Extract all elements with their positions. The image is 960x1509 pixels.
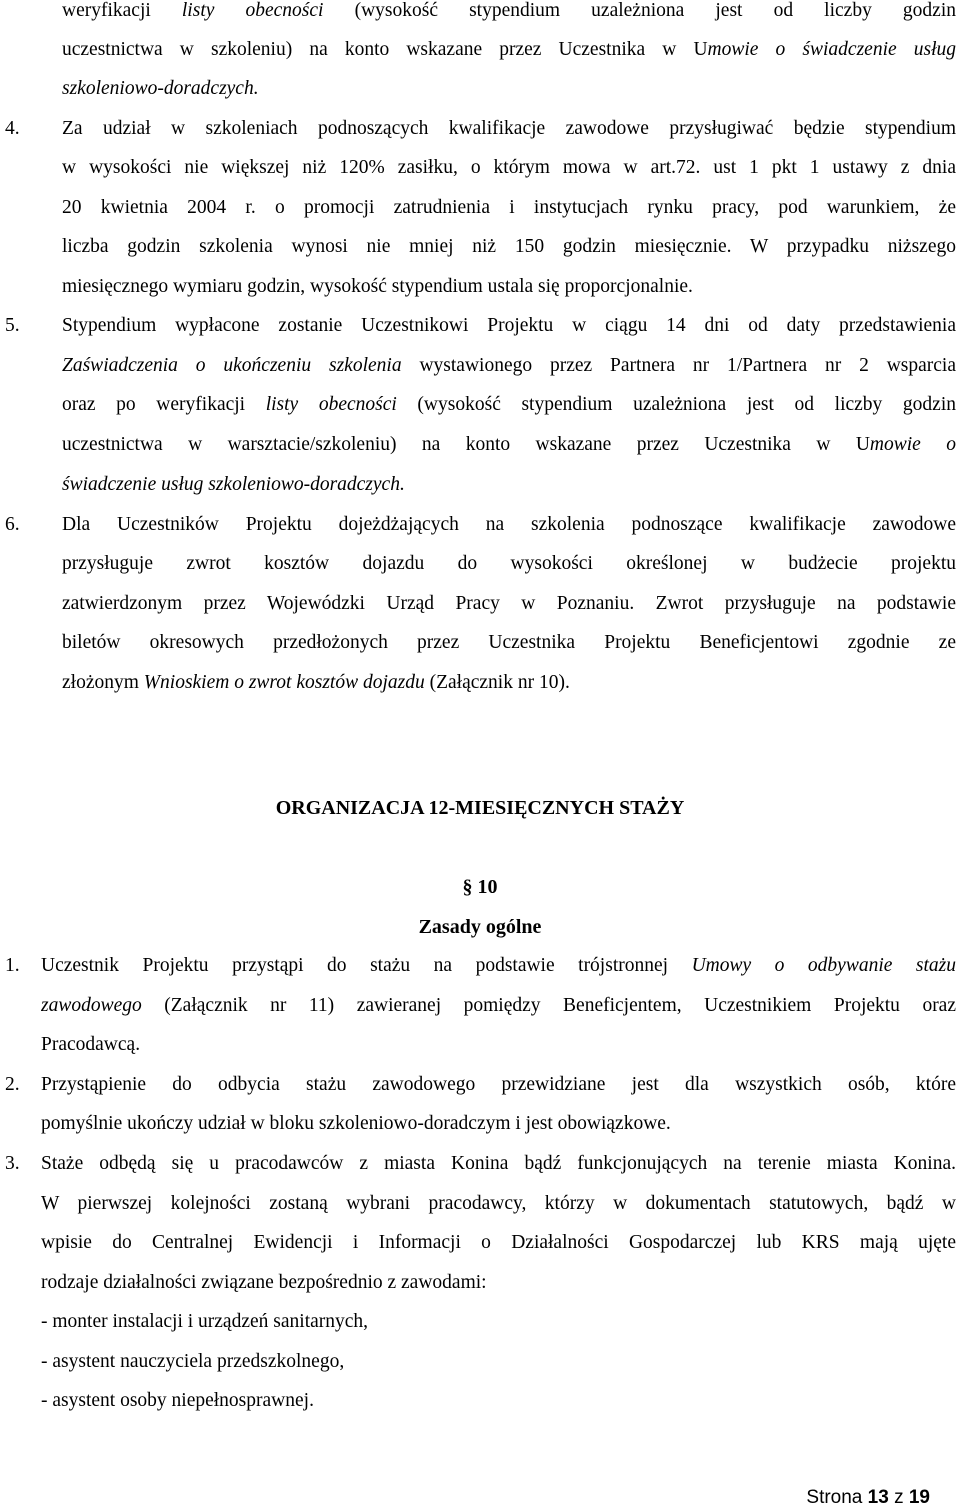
section-title: ORGANIZACJA 12-MIESIĘCZNYCH STAŻY: [275, 797, 685, 819]
list-number: 6.: [5, 514, 20, 535]
text-line: uczestnictwa w warsztacie/szkoleniu) na konto wskazane przez Uczestnika w Umowie o: [62, 434, 956, 455]
list-number: 1.: [5, 955, 20, 976]
subsection-title: Zasady ogólne: [418, 916, 542, 938]
text-line: pomyślnie ukończy udział w bloku szkoleniowo-doradczym i jest obowiązkowe.: [41, 1113, 671, 1134]
text-line: wpisie do Centralnej Ewidencji i Informacji o Działalności Gospodarczej lub KRS mają ujęte: [41, 1232, 956, 1253]
text-line: świadczenie usług szkoleniowo-doradczych.: [62, 474, 405, 495]
paragraph-number: § 10: [462, 876, 498, 898]
text-line: Stypendium wypłacone zostanie Uczestnikowi Projektu w ciągu 14 dni od daty przedstawienia: [62, 315, 956, 336]
text-line: rodzaje działalności związane bezpośrednio z zawodami:: [41, 1272, 487, 1293]
list-number: 2.: [5, 1074, 20, 1095]
text-line: miesięcznego wymiaru godzin, wysokość stypendium ustala się proporcjonalnie.: [62, 276, 693, 297]
text-line: W pierwszej kolejności zostaną wybrani pracodawcy, którzy w dokumentach statutowych, bądź w: [41, 1193, 956, 1214]
list-number: 4.: [5, 118, 20, 139]
list-item: - asystent nauczyciela przedszkolnego,: [41, 1351, 345, 1372]
text-line: Uczestnik Projektu przystąpi do stażu na podstawie trójstronnej Umowy o odbywanie stażu: [41, 955, 956, 976]
list-item: - asystent osoby niepełnosprawnej.: [41, 1390, 314, 1411]
text-line: Pracodawcą.: [41, 1034, 141, 1055]
text-line: liczba godzin szkolenia wynosi nie mniej niż 150 godzin miesięcznie. W przypadku niższego: [62, 236, 956, 257]
page-footer: Strona 13 z 19: [806, 1487, 930, 1508]
text-line: Przystąpienie do odbycia stażu zawodowego przewidziane jest dla wszystkich osób, które: [41, 1074, 956, 1095]
text-line: Dla Uczestników Projektu dojeżdżających na szkolenia podnoszące kwalifikacje zawodowe: [62, 514, 956, 535]
text-line: 20 kwietnia 2004 r. o promocji zatrudnienia i instytucjach rynku pracy, pod warunkiem, że: [62, 197, 956, 218]
list-number: 5.: [5, 315, 20, 336]
text-line: w wysokości nie większej niż 120% zasiłku, o którym mowa w art.72. ust 1 pkt 1 ustawy z dnia: [62, 157, 956, 178]
text-line: przysługuje zwrot kosztów dojazdu do wysokości określonej w budżecie projektu: [62, 553, 956, 574]
text-line: weryfikacji listy obecności (wysokość stypendium uzależniona jest od liczby godzin: [62, 0, 956, 21]
text-line: Za udział w szkoleniach podnoszących kwalifikacje zawodowe przysługiwać będzie stypendium: [62, 118, 956, 139]
text-line: zawodowego (Załącznik nr 11) zawieranej pomiędzy Beneficjentem, Uczestnikiem Projektu oraz: [41, 995, 956, 1016]
text-line: szkoleniowo-doradczych.: [62, 78, 259, 99]
text-line: Staże odbędą się u pracodawców z miasta Konina bądź funkcjonujących na terenie miasta Konina.: [41, 1153, 956, 1174]
text-line: uczestnictwa w szkoleniu) na konto wskazane przez Uczestnika w Umowie o świadczenie usług: [62, 39, 956, 60]
text-line: złożonym Wnioskiem o zwrot kosztów dojazdu (Załącznik nr 10).: [62, 672, 570, 693]
text-line: biletów okresowych przedłożonych przez Uczestnika Projektu Beneficjentowi zgodnie ze: [62, 632, 956, 653]
list-item: - monter instalacji i urządzeń sanitarnych,: [41, 1311, 369, 1332]
text-line: Zaświadczenia o ukończeniu szkolenia wystawionego przez Partnera nr 1/Partnera nr 2 wsparcia: [62, 355, 956, 376]
text-line: zatwierdzonym przez Wojewódzki Urząd Pracy w Poznaniu. Zwrot przysługuje na podstawie: [62, 593, 956, 614]
list-number: 3.: [5, 1153, 20, 1174]
text-line: oraz po weryfikacji listy obecności (wysokość stypendium uzależniona jest od liczby godzin: [62, 394, 956, 415]
